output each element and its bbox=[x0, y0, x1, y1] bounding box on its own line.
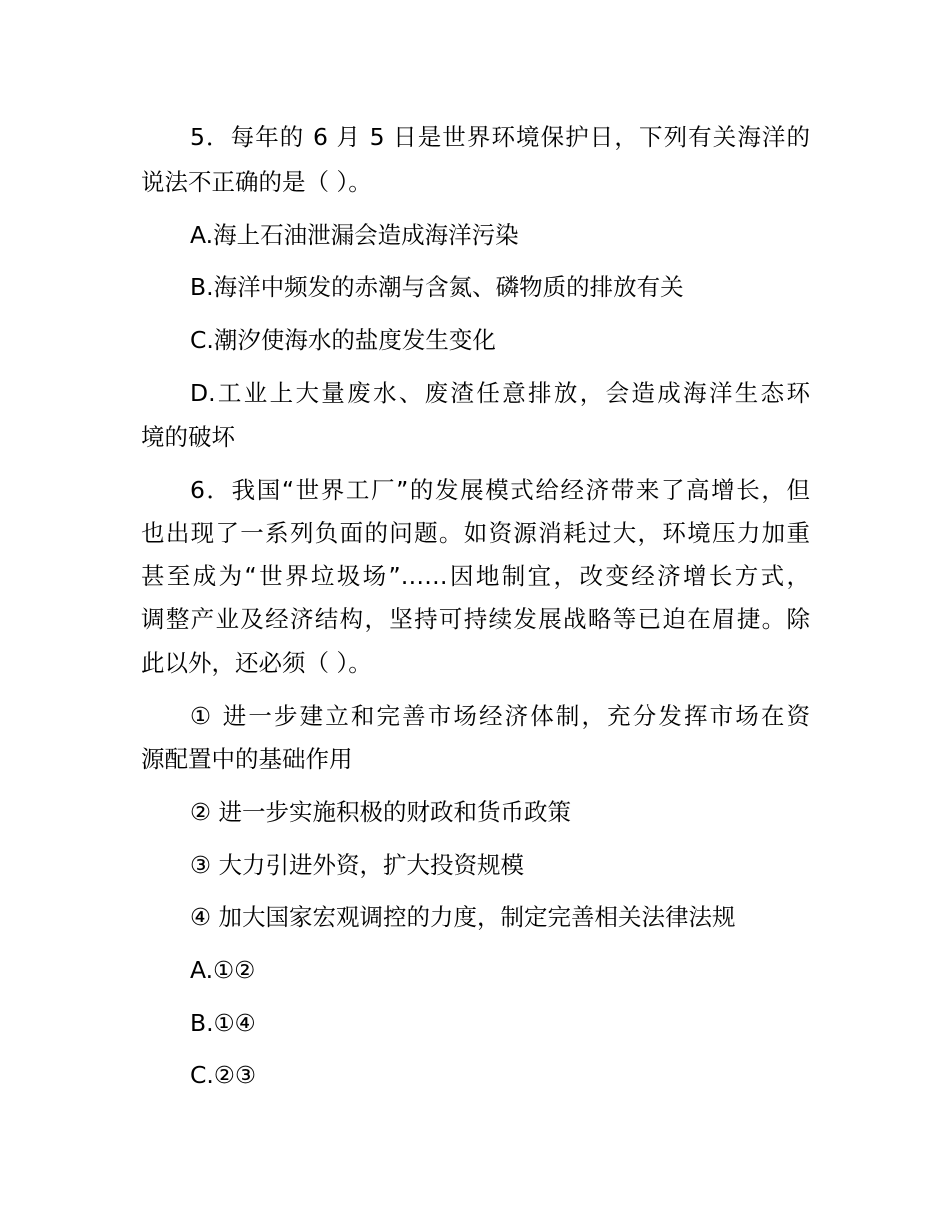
question-6-stem-line-4: 调整产业及经济结构，坚持可持续发展战略等已迫在眉捷。除 bbox=[141, 605, 810, 633]
question-6-statement-3: ③ 大力引进外资，扩大投资规模 bbox=[190, 851, 525, 879]
question-5-stem-line-1: 5．每年的 6 月 5 日是世界环境保护日，下列有关海洋的 bbox=[190, 123, 810, 151]
question-6-stem-line-2: 也出现了一系列负面的问题。如资源消耗过大，环境压力加重 bbox=[141, 519, 810, 547]
question-6-option-b: B.①④ bbox=[190, 1009, 256, 1037]
question-5-option-a: A.海上石油泄漏会造成海洋污染 bbox=[190, 221, 519, 249]
question-6-option-a: A.①② bbox=[190, 956, 256, 984]
question-6-statement-1-line-2: 源配置中的基础作用 bbox=[141, 745, 353, 773]
question-5-option-d-line-1: D.工业上大量废水、废渣任意排放，会造成海洋生态环 bbox=[190, 379, 810, 407]
question-5-option-d-line-2: 境的破坏 bbox=[141, 423, 235, 451]
question-6-statement-1-line-1: ① 进一步建立和完善市场经济体制，充分发挥市场在资 bbox=[190, 702, 810, 730]
question-6-stem-line-3: 甚至成为“世界垃圾场”……因地制宜，改变经济增长方式， bbox=[141, 562, 810, 590]
question-5-option-b: B.海洋中频发的赤潮与含氮、磷物质的排放有关 bbox=[190, 273, 684, 301]
question-5-option-c: C.潮汐使海水的盐度发生变化 bbox=[190, 326, 496, 354]
question-6-stem-line-1: 6．我国“世界工厂”的发展模式给经济带来了高增长，但 bbox=[190, 476, 810, 504]
question-6-option-c: C.②③ bbox=[190, 1061, 257, 1089]
question-6-statement-2: ② 进一步实施积极的财政和货币政策 bbox=[190, 798, 572, 826]
question-5-stem-line-2: 说法不正确的是（ ）。 bbox=[141, 168, 372, 196]
question-6-statement-4: ④ 加大国家宏观调控的力度，制定完善相关法律法规 bbox=[190, 903, 736, 931]
question-6-stem-line-5: 此以外，还必须（ ）。 bbox=[141, 649, 372, 677]
